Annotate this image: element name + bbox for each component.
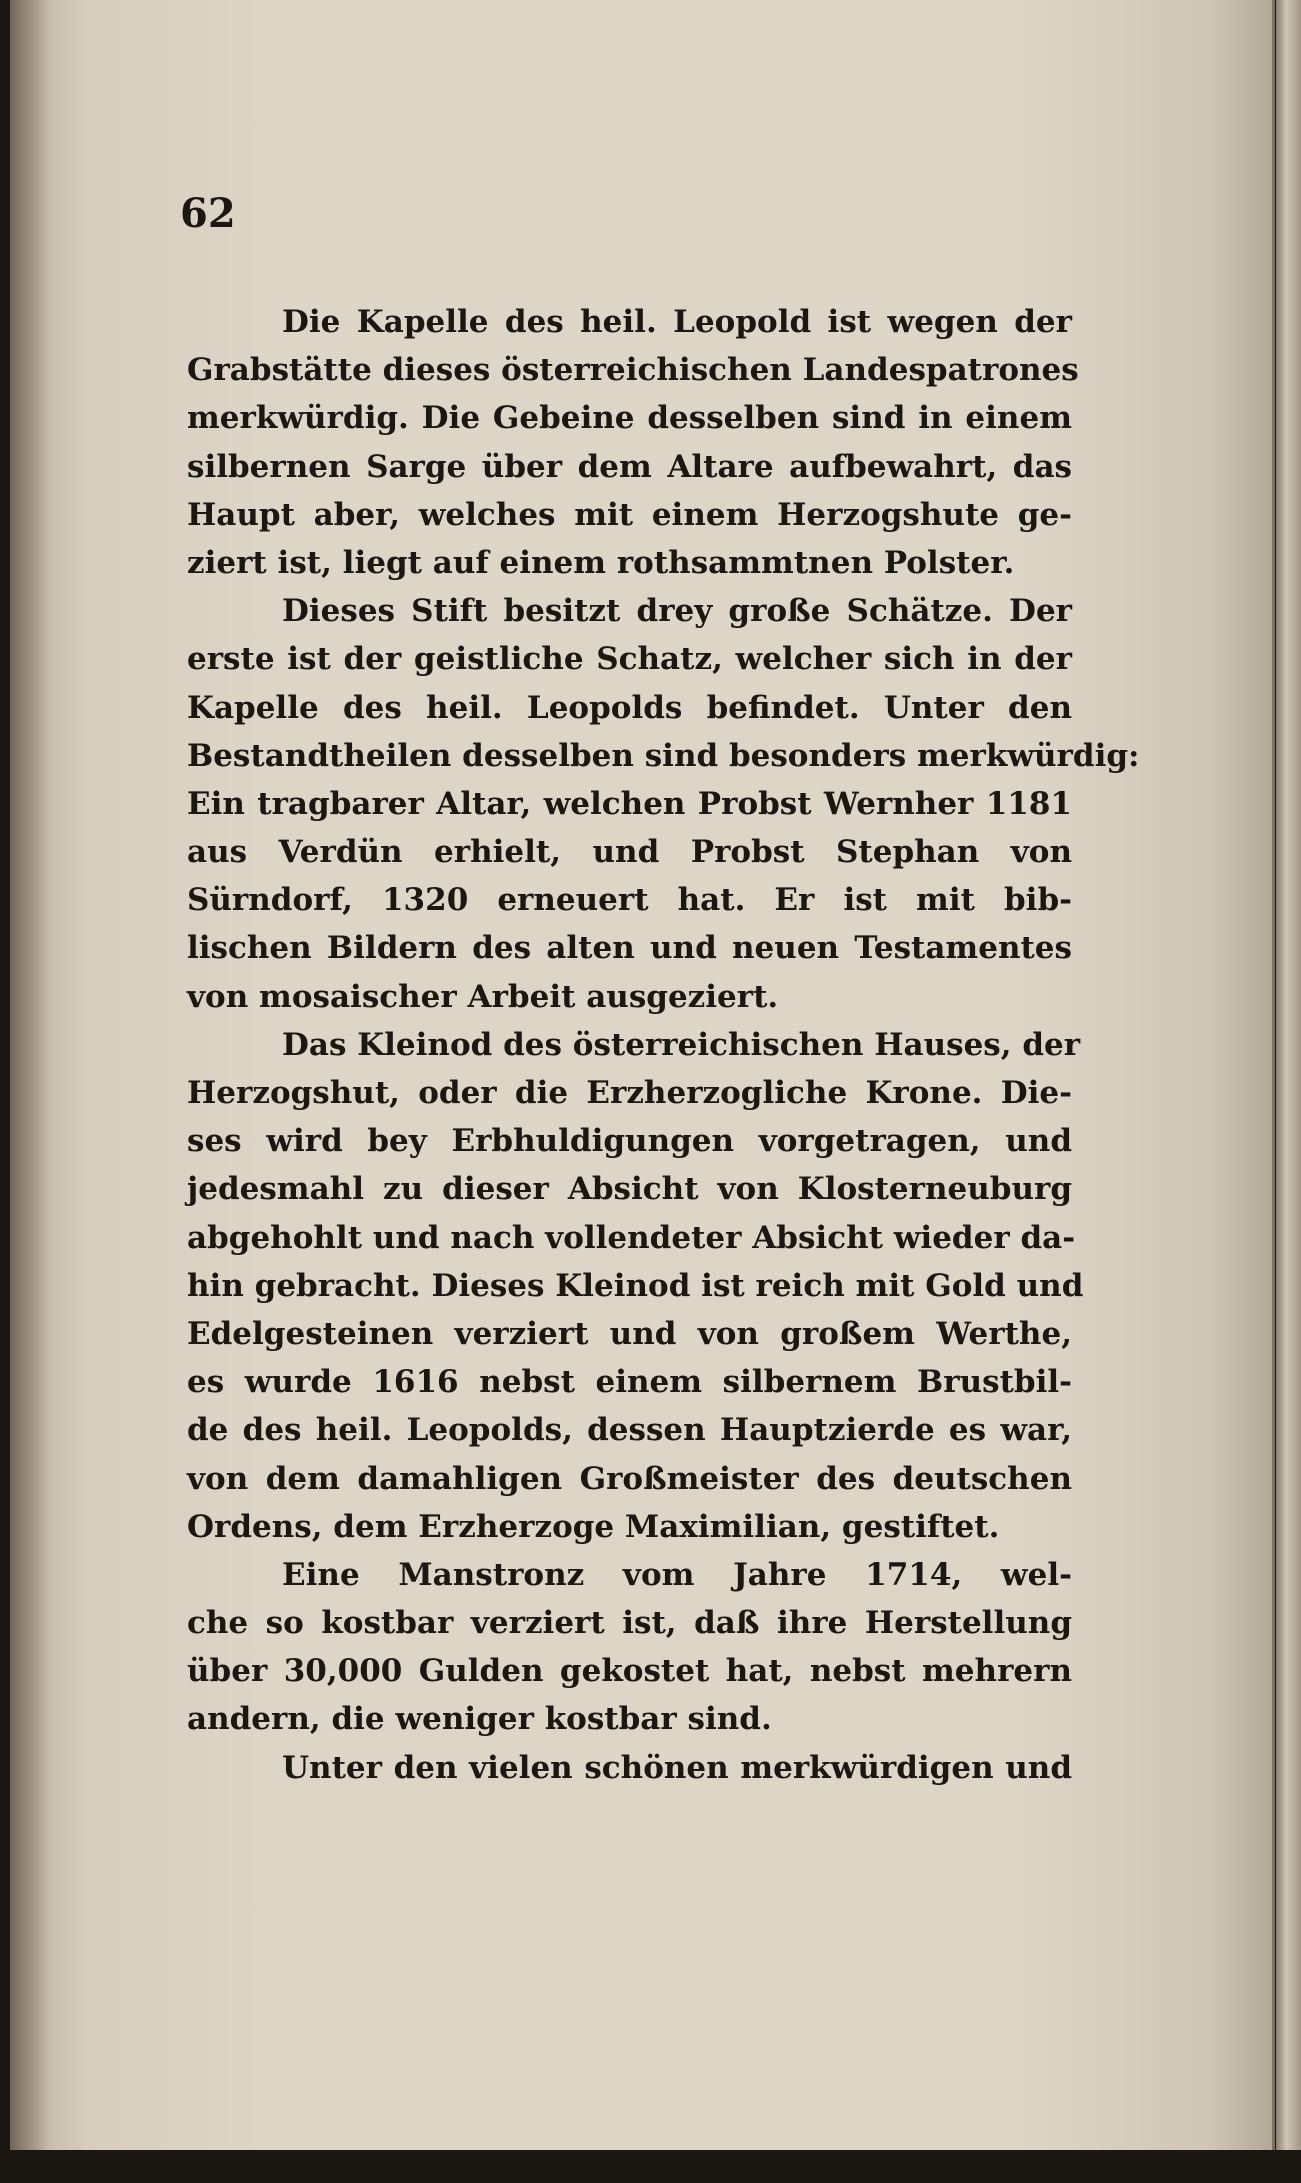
text-line: Bestandtheilen desselben sind besonders merkwürdig: [187, 737, 1140, 774]
text-line: Dieses Stift besitzt drey große Schätze. Der [282, 593, 1072, 630]
text-line: Sürndorf, 1320 erneuert hat. Er ist mit bib- [187, 882, 1072, 919]
text-line: Grabstätte dieses österreichischen Landespatrones [187, 352, 1079, 389]
text-line: de des heil. Leopolds, dessen Hauptzierde es war, [187, 1412, 1072, 1449]
body-text [187, 298, 1140, 1792]
text-line: Herzogshut, oder die Erzherzogliche Krone. Die- [187, 1075, 1072, 1111]
text-line: Eine Manstronz vom Jahre 1714, wel- [282, 1556, 1072, 1593]
text-line: Kapelle des heil. Leopolds befindet. Unter den [187, 689, 1072, 726]
page-number: 62 [180, 190, 236, 237]
text-line: silbernen Sarge über dem Altare aufbewahrt, das [187, 448, 1072, 485]
text-line: abgehohlt und nach vollendeter Absicht wieder da- [187, 1219, 1076, 1256]
text-line: che so kostbar verziert ist, daß ihre Herstellung [187, 1605, 1072, 1642]
text-line: Ein tragbarer Altar, welchen Probst Wernher 1181 [187, 785, 1072, 822]
text-line: es wurde 1616 nebst einem silbernem Brustbil- [187, 1364, 1072, 1401]
text-line: lischen Bildern des alten und neuen Testamentes [187, 930, 1072, 967]
text-line: Ordens, dem Erzherzoge Maximilian, gestiftet. [187, 1508, 1000, 1545]
text-line: Haupt aber, welches mit einem Herzogshute ge- [187, 496, 1072, 533]
text-line: ziert ist, liegt auf einem rothsammtnen Polster. [187, 544, 1015, 581]
text-line: erste ist der geistliche Schatz, welcher sich in der [187, 641, 1072, 678]
text-line: andern, die weniger kostbar sind. [187, 1701, 772, 1738]
text-line: Das Kleinod des österreichischen Hauses, der [282, 1026, 1081, 1063]
text-line: Edelgesteinen verziert und von großem Werthe, [187, 1315, 1072, 1352]
text-line: aus Verdün erhielt, und Probst Stephan von [187, 834, 1072, 871]
text-line: Unter den vielen schönen merkwürdigen und [282, 1749, 1072, 1786]
text-line: über 30,000 Gulden gekostet hat, nebst mehrern [187, 1653, 1072, 1690]
text-line: ses wird bey Erbhuldigungen vorgetragen, und [187, 1123, 1072, 1160]
spine-shadow [10, 0, 50, 2150]
text-line: Die Kapelle des heil. Leopold ist wegen der [282, 304, 1072, 340]
text-line: jedesmahl zu dieser Absicht von Klosterneuburg [187, 1171, 1072, 1208]
text-line: von mosaischer Arbeit ausgeziert. [187, 978, 779, 1015]
text-line: hin gebracht. Dieses Kleinod ist reich mit Gold und [187, 1267, 1084, 1304]
text-line: merkwürdig. Die Gebeine desselben sind in einem [187, 400, 1072, 437]
text-line: von dem damahligen Großmeister des deutschen [187, 1460, 1072, 1497]
